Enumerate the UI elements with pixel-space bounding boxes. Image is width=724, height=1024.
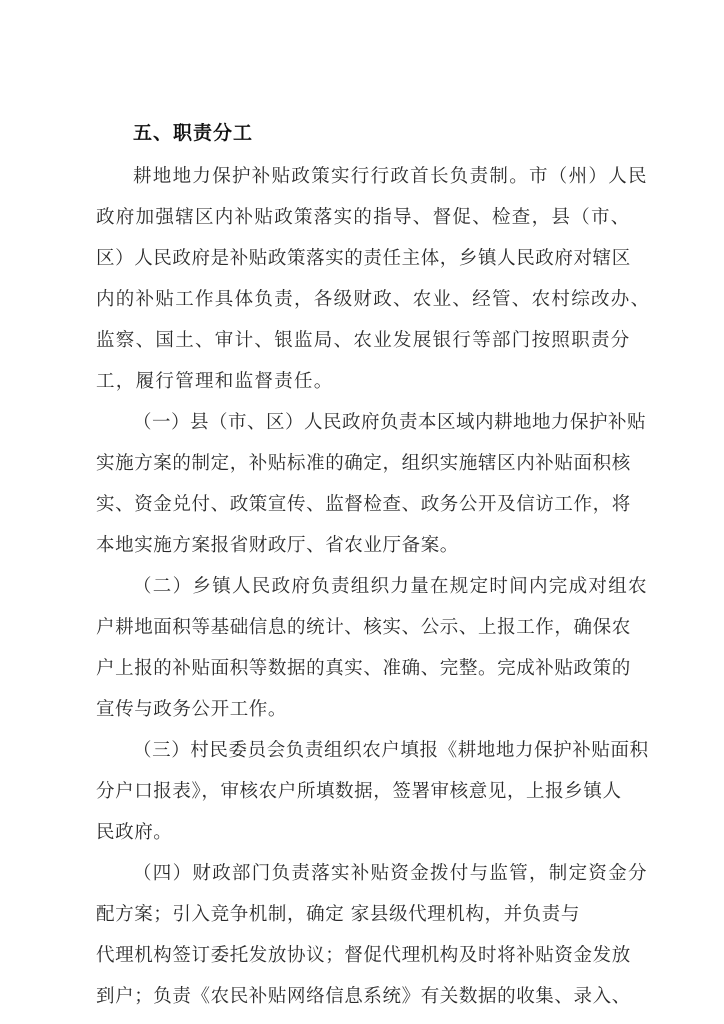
- paragraph-line: 宣传与政务公开工作。: [96, 699, 288, 720]
- paragraph-line: 户耕地面积等基础信息的统计、核实、公示、上报工作，确保农: [96, 617, 631, 638]
- paragraph-line: （四）财政部门负责落实补贴资金拨付与监管，制定资金分: [133, 863, 648, 884]
- paragraph-line: 监察、国土、审计、银监局、农业发展银行等部门按照职责分: [96, 330, 631, 351]
- paragraph-line: （一）县（市、区）人民政府负责本区域内耕地地力保护补贴: [133, 412, 647, 433]
- paragraph-line: 到户；负责《农民补贴网络信息系统》有关数据的收集、录入、: [96, 986, 631, 1007]
- paragraph-line: 内的补贴工作具体负责，各级财政、农业、经管、农村综改办、: [96, 289, 651, 310]
- paragraph-line: 区）人民政府是补贴政策落实的责任主体，乡镇人民政府对辖区: [96, 248, 631, 269]
- section-heading: 五、职责分工: [133, 122, 254, 144]
- paragraph-line: 实施方案的制定，补贴标准的确定，组织实施辖区内补贴面积核: [96, 453, 631, 474]
- paragraph-line: 分户口报表》，审核农户所填数据，签署审核意见，上报乡镇人: [96, 781, 622, 802]
- paragraph-line: 户上报的补贴面积等数据的真实、准确、完整。完成补贴政策的: [96, 658, 631, 679]
- paragraph-line: 政府加强辖区内补贴政策落实的指导、督促、检查，县（市、: [96, 207, 631, 228]
- paragraph-line: 实、资金兑付、政策宣传、监督检查、政务公开及信访工作，将: [96, 494, 631, 515]
- paragraph-line: 民政府。: [96, 822, 173, 843]
- paragraph-line: 本地实施方案报省财政厅、省农业厅备案。: [96, 535, 459, 556]
- paragraph-line: （二）乡镇人民政府负责组织力量在规定时间内完成对组农: [133, 576, 648, 597]
- paragraph-line: （三）村民委员会负责组织农户填报《耕地地力保护补贴面积: [133, 740, 649, 761]
- paragraph-line: 耕地地力保护补贴政策实行行政首长负责制。市（州）人民: [133, 166, 648, 187]
- paragraph-line: 代理机构签订委托发放协议；督促代理机构及时将补贴资金发放: [96, 945, 631, 966]
- paragraph-line: 配方案；引入竞争机制，确定 家县级代理机构，并负责与: [96, 904, 580, 925]
- paragraph-line: 工，履行管理和监督责任。: [96, 371, 334, 392]
